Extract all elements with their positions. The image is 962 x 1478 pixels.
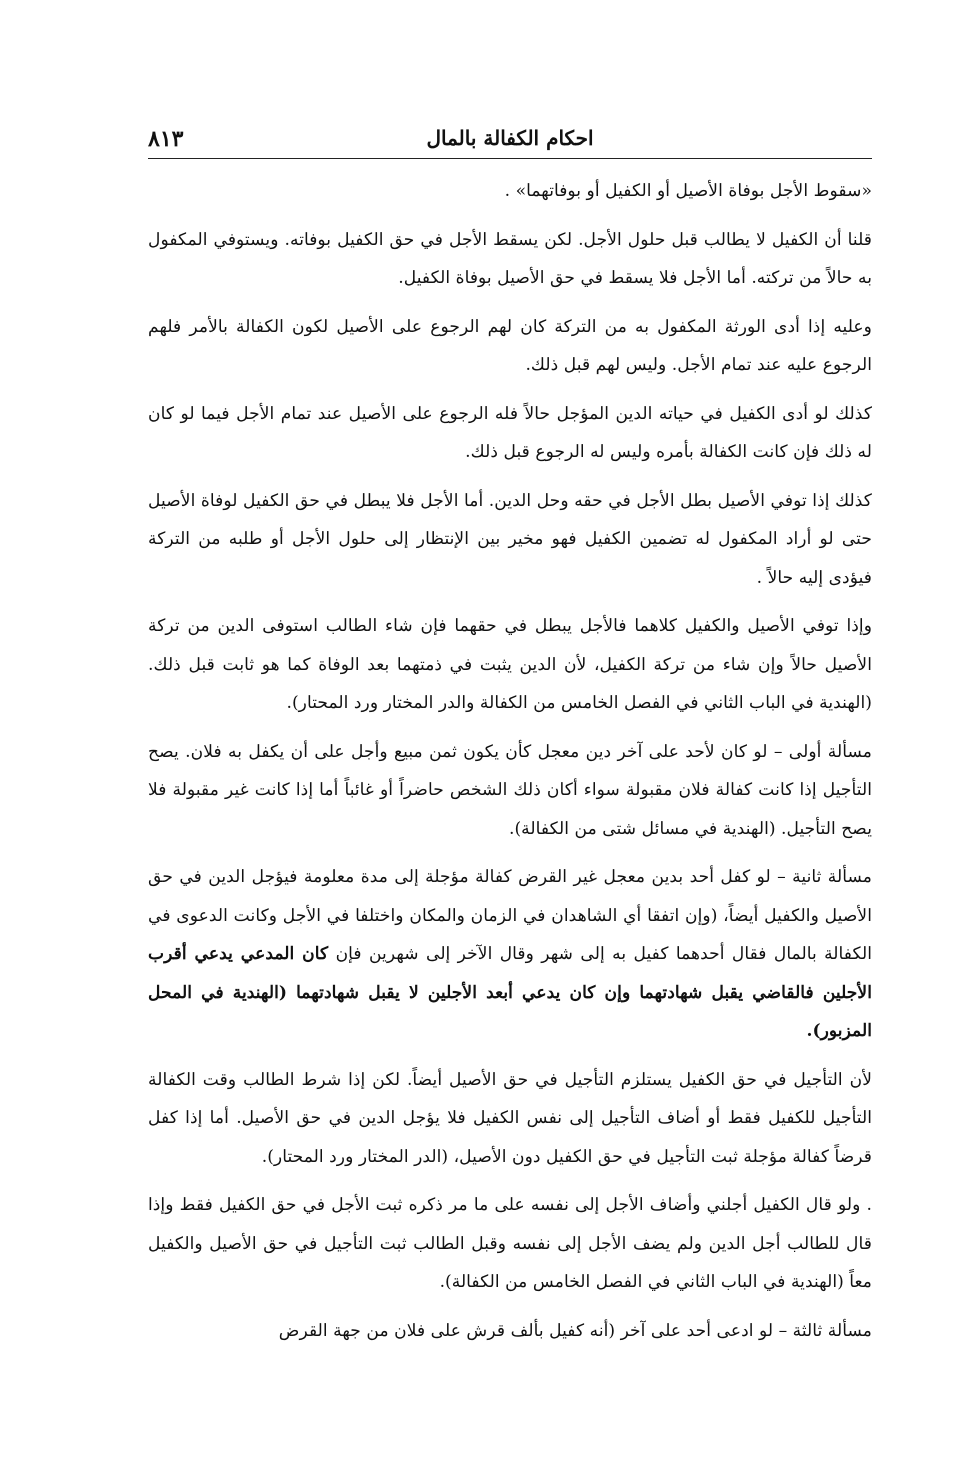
page-body xyxy=(148,172,872,1350)
paragraph-issue-one: مسألة أولى – لو كان لأحد على آخر دين معجل كأن يكون ثمن مبيع وأجل على أن يكفل به فلان. يصح التأجيل إذا كانت كفالة فلان مقبولة سواء أكان ذلك الشخص حاضراً أو غائباً أما إذا كانت غير مقبولة فلا يصح التأجيل. (الهندية في مسائل شتى من الكفالة). xyxy=(148,741,872,839)
paragraph-heading-quote: «سقوط الأجل بوفاة الأصيل أو الكفيل أو بوفاتهما» . xyxy=(504,181,872,201)
page-header xyxy=(148,118,872,159)
page-number: ٨١٣ xyxy=(148,126,184,152)
paragraph: وإذا توفي الأصيل والكفيل كلاهما فالأجل يبطل في حقهما فإن شاء الطالب استوفى الدين من تركة الأصيل حالاً وإن شاء من تركة الكفيل، لأن الدين يثبت في ذمتهما بعد الوفاة كما هو ثابت قبل ذلك. (الهندية في الباب الثاني في الفصل الخامس من الكفالة والدر المختار ورد المحتار). xyxy=(148,616,872,713)
paragraph: لأن التأجيل في حق الكفيل يستلزم التأجيل في حق الأصيل أيضاً. لكن إذا شرط الطالب وقت الكفالة التأجيل للكفيل فقط أو أضاف التأجيل إلى نفس الكفيل فلا يؤجل الدين في حق الأصيل. أما إذا كفل قرضاً كفالة مؤجلة ثبت التأجيل في حق الكفيل دون الأصيل، (الدر المختار ورد المحتار). xyxy=(148,1069,872,1167)
running-title: احكام الكفالة بالمال xyxy=(426,126,594,150)
paragraph-issue-three: مسألة ثالثة – لو ادعى أحد على آخر (أنه كفيل بألف قرش على فلان من جهة القرض xyxy=(278,1320,872,1341)
paragraph-issue-two-text: مسألة ثانية – لو كفل أحد بدين معجل غير القرض كفالة مؤجلة إلى مدة معلومة فيؤجل الدين في حق الأصيل والكفيل أيضاً، (وإن اتفقا أي الشاهدان في الزمان والمكان واختلفا في الأجل وكانت الدعوى في الكفالة بالمال فقال أحدهما كفيل به إلى شهر وقال الآخر إلى شهرين فإن xyxy=(148,867,872,964)
paragraph: وعليه إذا أدى الورثة المكفول به من التركة كان لهم الرجوع على الأصيل لكون الكفالة بالأمر فلهم الرجوع عليه عند تمام الأجل. وليس لهم قبل ذلك. xyxy=(148,316,872,375)
paragraph: . ولو قال الكفيل أجلني وأضاف الأجل إلى نفسه على ما مر ذكره ثبت الأجل في حق الكفيل فقط وإذا قال للطالب أجل الدين ولم يضف الأجل إلى نفسه وقبل الطالب ثبت التأجيل في حق الأصيل والكفيل معاً (الهندية في الباب الثاني في الفصل الخامس من الكفالة). xyxy=(148,1195,872,1292)
paragraph: كذلك إذا توفي الأصيل بطل الأجل في حقه وحل الدين. أما الأجل فلا يبطل في حق الكفيل لوفاة الأصيل حتى لو أراد المكفول له تضمين الكفيل فهو مخير بين الإنتظار إلى حلول الأجل أو طلبه من التركة فيؤدى إليه حالاً . xyxy=(148,490,872,588)
paragraph: كذلك لو أدى الكفيل في حياته الدين المؤجل حالاً فله الرجوع على الأصيل عند تمام الأجل فيما لو كان له ذلك فإن كانت الكفالة بأمره وليس له الرجوع قبل ذلك. xyxy=(148,403,872,462)
paragraph-issue-two xyxy=(148,858,872,1051)
paragraph: قلنا أن الكفيل لا يطالب قبل حلول الأجل. لكن يسقط الأجل في حق الكفيل بوفاته. ويستوفي المكفول به حالاً من تركته. أما الأجل فلا يسقط في حق الأصيل بوفاة الكفيل. xyxy=(148,229,872,288)
bold-passage: كان المدعي يدعي أقرب الأجلين فالقاضي يقبل شهادتهما وإن كان يدعي أبعد الأجلين لا يقبل شهادتهما (الهندية في المحل المزبور). xyxy=(148,944,872,1041)
